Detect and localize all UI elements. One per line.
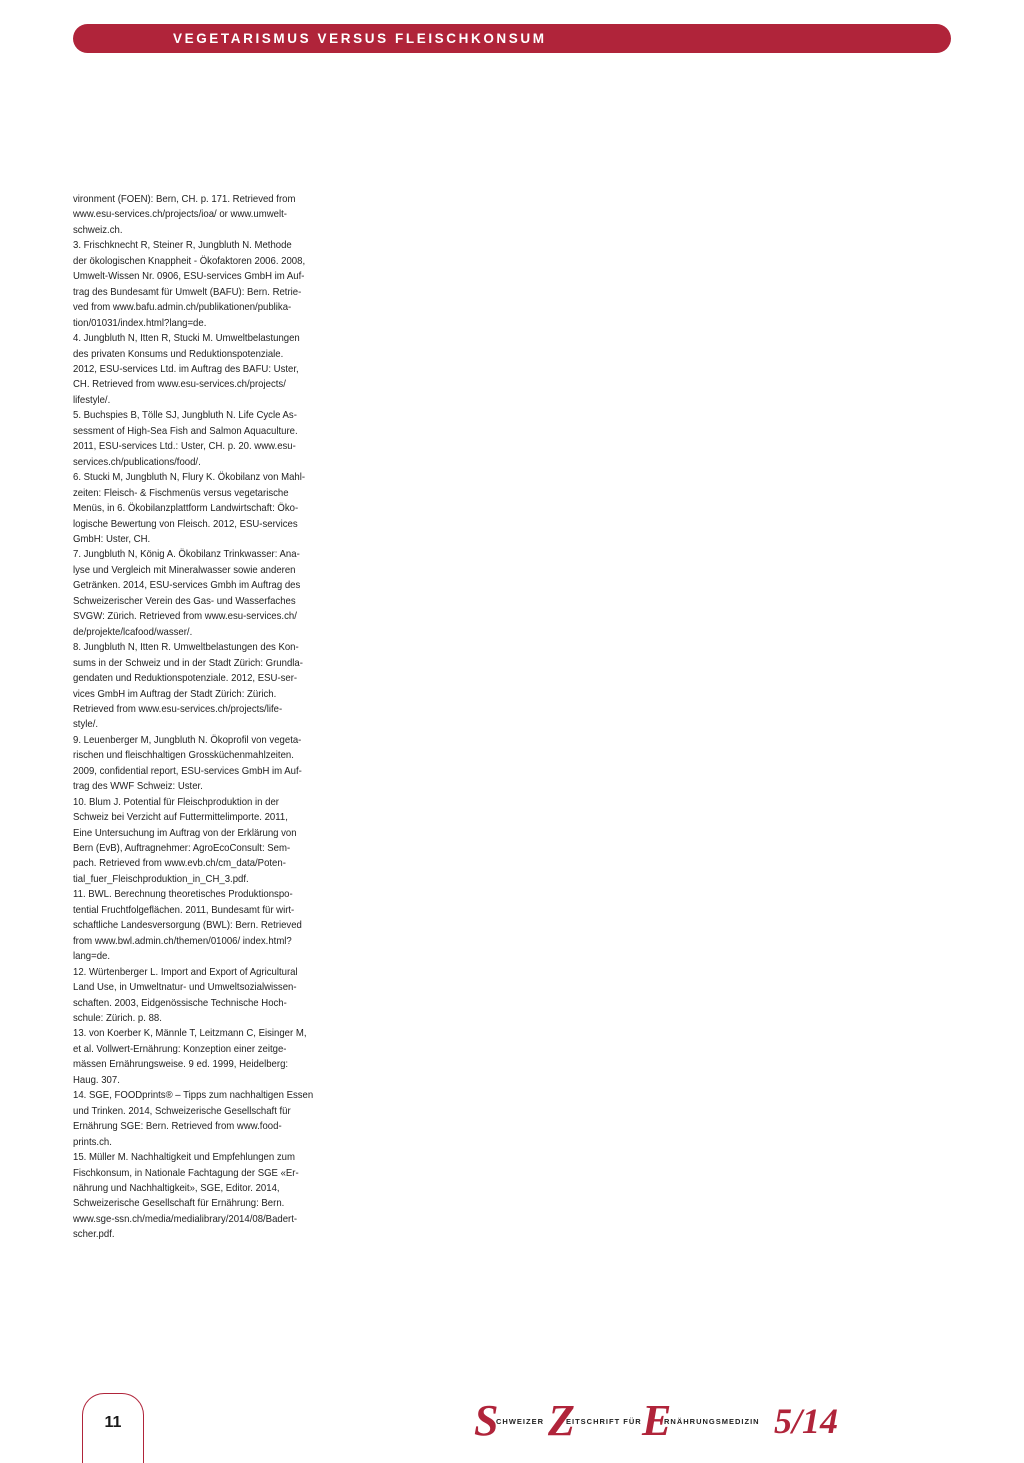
journal-word-schweizer: CHWEIZER (496, 1417, 544, 1426)
journal-logo (474, 1396, 954, 1446)
reference-line: schweiz.ch. (73, 224, 123, 236)
reference-line: vices GmbH im Auftrag der Stadt Zürich: Zürich. (73, 688, 277, 700)
reference-line: prints.ch. (73, 1136, 112, 1148)
reference-line: nährung und Nachhaltigkeit», SGE, Editor. 2014, (73, 1183, 280, 1194)
reference-line: Menüs, in 6. Ökobilanzplattform Landwirtschaft: Öko- (73, 503, 299, 515)
reference-line: Getränken. 2014, ESU-services Gmbh im Auftrag des (73, 580, 301, 592)
reference-line: 9. Leuenberger M, Jungbluth N. Ökoprofil von vegeta- (73, 734, 302, 746)
reference-line: zeiten: Fleisch- & Fischmenüs versus vegetarische (73, 487, 289, 499)
reference-line: 13. von Koerber K, Männle T, Leitzmann C, Eisinger M, (73, 1028, 307, 1040)
reference-line: vironment (FOEN): Bern, CH. p. 171. Retrieved from (73, 194, 296, 205)
reference-line: trag des WWF Schweiz: Uster. (73, 781, 203, 793)
journal-initial-e: E (642, 1396, 672, 1445)
reference-line: 10. Blum J. Potential für Fleischproduktion in der (73, 796, 279, 808)
reference-line: schule: Zürich. p. 88. (73, 1013, 162, 1025)
reference-line: scher.pdf. (73, 1229, 115, 1241)
reference-line: gendaten und Reduktionspotenziale. 2012, ESU-ser- (73, 673, 298, 685)
reference-line: 7. Jungbluth N, König A. Ökobilanz Trinkwasser: Ana- (73, 549, 300, 561)
reference-line: Bern (EvB), Auftragnehmer: AgroEcoConsult: Sem- (73, 843, 291, 855)
journal-initial-z: Z (548, 1396, 575, 1445)
reference-line: Eine Untersuchung im Auftrag von der Erklärung von (73, 827, 297, 839)
reference-line: Fischkonsum, in Nationale Fachtagung der SGE «Er- (73, 1167, 299, 1179)
reference-line: 5. Buchspies B, Tölle SJ, Jungbluth N. Life Cycle As- (73, 410, 297, 422)
reference-line: from www.bwl.admin.ch/themen/01006/ index.html? (73, 935, 292, 947)
reference-line: 4. Jungbluth N, Itten R, Stucki M. Umweltbelastungen (73, 333, 300, 345)
reference-line: Schweizerische Gesellschaft für Ernährung: Bern. (73, 1198, 285, 1210)
reference-line: Umwelt-Wissen Nr. 0906, ESU-services GmbH im Auf- (73, 271, 305, 283)
journal-word-zeitschrift: EITSCHRIFT FÜR (566, 1417, 642, 1426)
reference-line: des privaten Konsums und Reduktionspotenziale. (73, 348, 284, 360)
reference-line: de/projekte/lcafood/wasser/. (73, 626, 193, 638)
reference-line: services.ch/publications/food/. (73, 456, 201, 468)
reference-line: tial_fuer_Fleischproduktion_in_CH_3.pdf. (73, 873, 249, 885)
reference-line: 8. Jungbluth N, Itten R. Umweltbelastungen des Kon- (73, 642, 299, 654)
reference-line: sessment of High-Sea Fish and Salmon Aquaculture. (73, 425, 298, 437)
reference-line: lifestyle/. (73, 394, 111, 406)
reference-line: SVGW: Zürich. Retrieved from www.esu-services.ch/ (73, 611, 297, 623)
reference-line: 6. Stucki M, Jungbluth N, Flury K. Ökobilanz von Mahl- (73, 472, 306, 484)
reference-line: schaften. 2003, Eidgenössische Technische Hoch- (73, 997, 287, 1009)
header-bar (73, 24, 951, 53)
reference-line: logische Bewertung von Fleisch. 2012, ESU-services (73, 518, 298, 530)
reference-line: Ernährung SGE: Bern. Retrieved from www.food- (73, 1121, 282, 1133)
reference-line: 2011, ESU-services Ltd.: Uster, CH. p. 20. www.esu- (73, 441, 296, 453)
reference-line: ved from www.bafu.admin.ch/publikationen/publika- (73, 302, 292, 314)
reference-line: 3. Frischknecht R, Steiner R, Jungbluth N. Methode (73, 240, 292, 252)
reference-line: CH. Retrieved from www.esu-services.ch/projects/ (73, 379, 286, 391)
reference-line: style/. (73, 719, 99, 731)
reference-line: tential Fruchtfolgeflächen. 2011, Bundesamt für wirt- (73, 904, 295, 916)
reference-line: Schweizerischer Verein des Gas- und Wasserfaches (73, 595, 296, 607)
reference-line: 11. BWL. Berechnung theoretisches Produktionspo- (73, 889, 293, 901)
reference-line: 14. SGE, FOODprints® – Tipps zum nachhaltigen Essen (73, 1090, 314, 1102)
reference-line: Haug. 307. (73, 1074, 120, 1086)
reference-line: tion/01031/index.html?lang=de. (73, 317, 207, 329)
reference-line: www.sge-ssn.ch/media/medialibrary/2014/08/Badert- (73, 1213, 298, 1225)
reference-line: lyse und Vergleich mit Mineralwasser sowie anderen (73, 564, 296, 576)
reference-line: Schweiz bei Verzicht auf Futtermittelimporte. 2011, (73, 812, 288, 824)
reference-line: 15. Müller M. Nachhaltigkeit und Empfehlungen zum (73, 1152, 295, 1164)
reference-line: GmbH: Uster, CH. (73, 533, 151, 545)
page-number: 11 (104, 1414, 122, 1431)
issue-number: 5/14 (774, 1401, 839, 1441)
reference-line: 2009, confidential report, ESU-services GmbH im Auf- (73, 765, 302, 777)
reference-line: und Trinken. 2014, Schweizerische Gesellschaft für (73, 1105, 291, 1117)
reference-line: lang=de. (73, 951, 111, 963)
reference-line: der ökologischen Knappheit - Ökofaktoren 2006. 2008, (73, 255, 306, 267)
reference-line: 12. Würtenberger L. Import and Export of Agricultural (73, 966, 298, 978)
reference-line: schaftliche Landesversorgung (BWL): Bern. Retrieved (73, 920, 302, 932)
journal-word-ernaehrungsmedizin: RNÄHRUNGSMEDIZIN (664, 1417, 760, 1426)
reference-line: Land Use, in Umweltnatur- und Umweltsozialwissen- (73, 982, 297, 994)
reference-line: Retrieved from www.esu-services.ch/projects/life- (73, 703, 283, 715)
reference-line: www.esu-services.ch/projects/ioa/ or www.umwelt- (73, 209, 287, 221)
reference-list (73, 192, 343, 1243)
reference-line: trag des Bundesamt für Umwelt (BAFU): Bern. Retrie- (73, 286, 302, 298)
reference-line: rischen und fleischhaltigen Grossküchenmahlzeiten. (73, 750, 294, 762)
reference-line: pach. Retrieved from www.evb.ch/cm_data/Poten- (73, 858, 286, 870)
reference-line: mässen Ernährungsweise. 9 ed. 1999, Heidelberg: (73, 1059, 289, 1071)
journal-initial-s: S (474, 1396, 499, 1445)
reference-line: et al. Vollwert-Ernährung: Konzeption einer zeitge- (73, 1043, 287, 1055)
reference-line: 2012, ESU-services Ltd. im Auftrag des BAFU: Uster, (73, 363, 299, 375)
page-number-tab (82, 1393, 144, 1463)
reference-line: sums in der Schweiz und in der Stadt Zürich: Grundla- (73, 657, 303, 669)
section-title: VEGETARISMUS VERSUS FLEISCHKONSUM (173, 31, 547, 46)
